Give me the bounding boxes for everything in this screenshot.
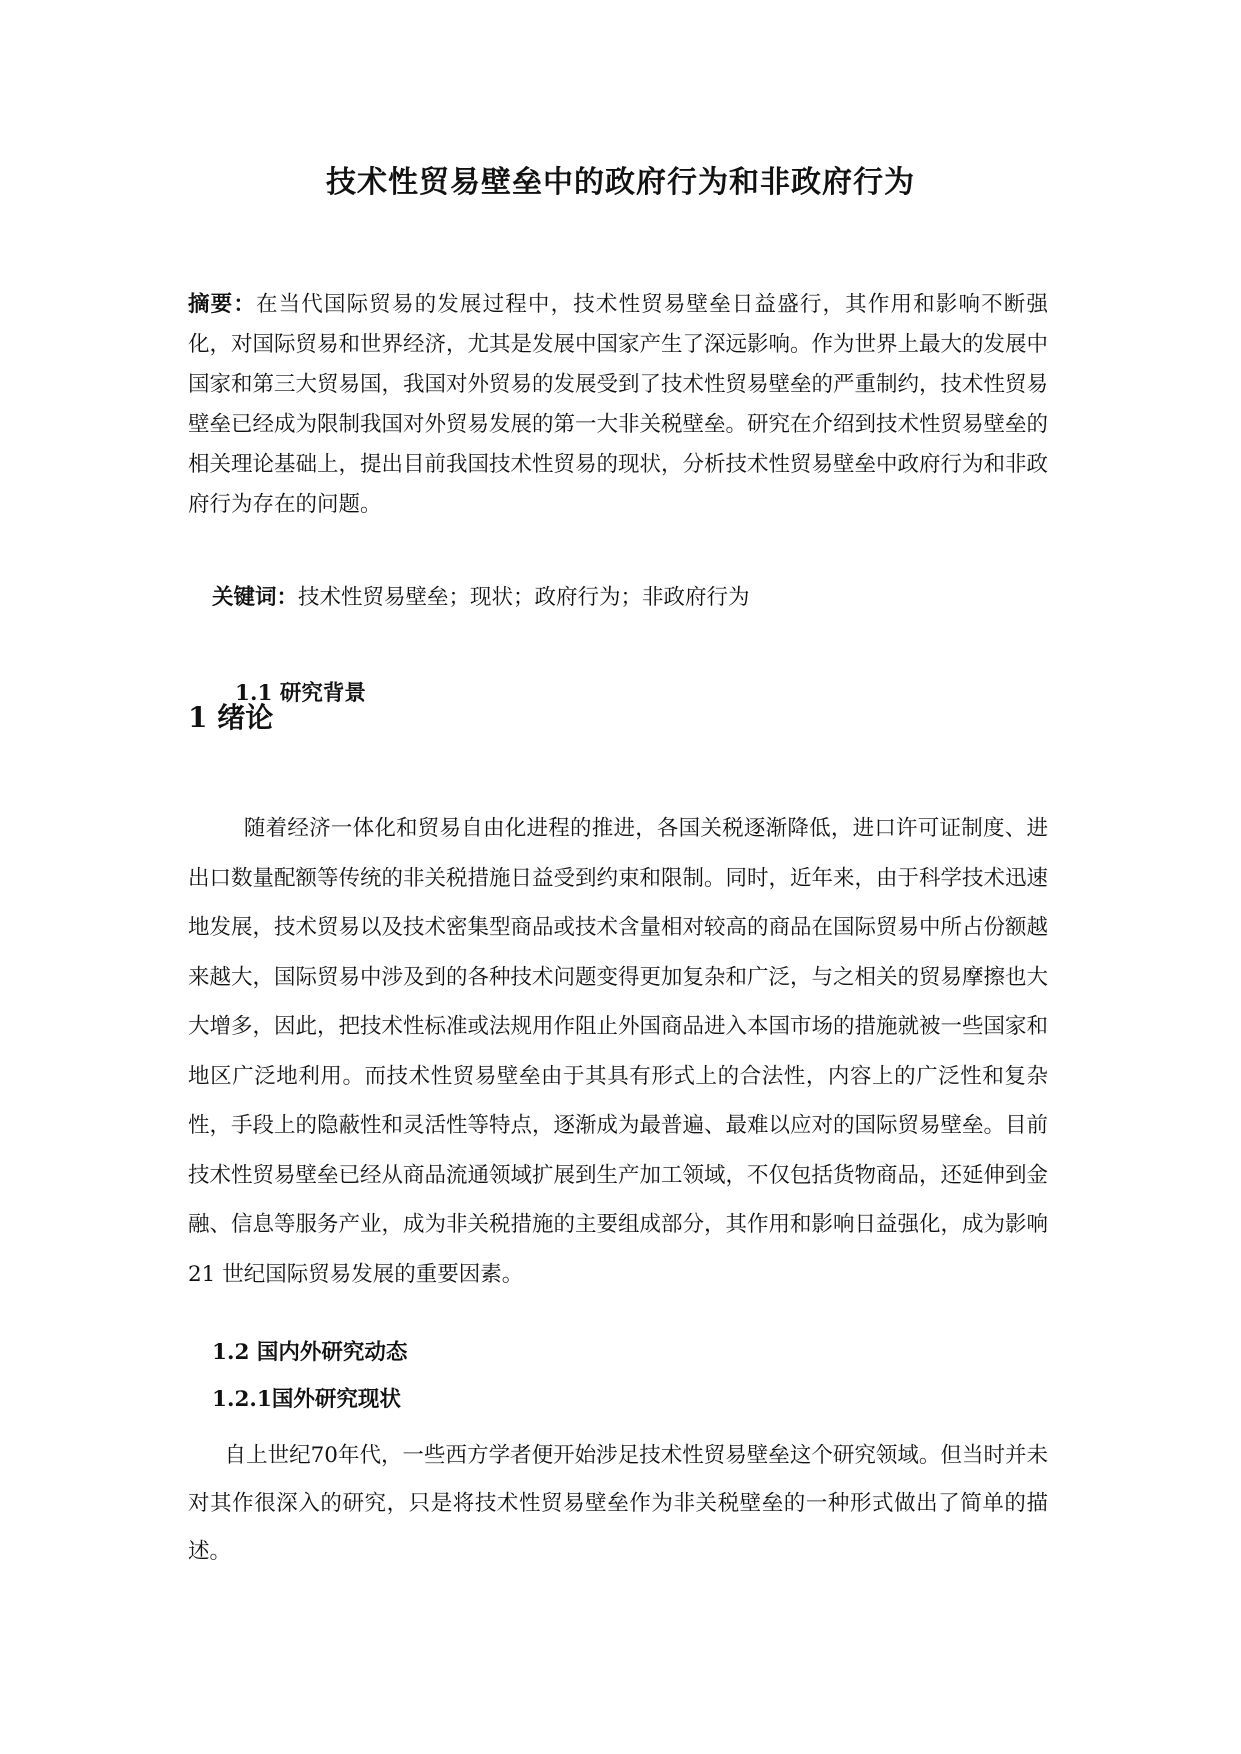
paragraph-foreign-research: 自上世纪70年代，一些西方学者便开始涉足技术性贸易壁垒这个研究领域。但当时并未对其作很深入的研究，只是将技术性贸易壁垒作为非关税壁垒的一种形式做出了简单的描述。 bbox=[188, 1443, 1048, 1564]
abstract-text: 在当代国际贸易的发展过程中，技术性贸易壁垒日益盛行，其作用和影响不断强化，对国际贸易和世界经济，尤其是发展中国家产生了深远影响。作为世界上最大的发展中国家和第三大贸易国，我国对外贸易的发展受到了技术性贸易壁垒的严重制约，技术性贸易壁垒已经成为限制我国对外贸易发展的第一大非关税壁垒。研究在介绍到技术性贸易壁垒的相关理论基础上，提出目前我国技术性贸易的现状，分析技术性贸易壁垒中政府行为和非政府行为存在的问题。 bbox=[188, 292, 1049, 517]
keywords-block bbox=[212, 580, 1042, 616]
subsection-heading-1-2: 1.2 国内外研究动态 bbox=[212, 1340, 408, 1365]
abstract-block bbox=[188, 285, 1048, 525]
keywords-text: 技术性贸易壁垒；现状；政府行为；非政府行为 bbox=[298, 585, 750, 610]
section-heading-1: 1 绪论 bbox=[188, 701, 274, 734]
abstract-label: 摘要： bbox=[188, 292, 256, 317]
keywords-label: 关键词： bbox=[212, 585, 299, 610]
paragraph-research-background: 随着经济一体化和贸易自由化进程的推进，各国关税逐渐降低，进口许可证制度、进出口数量配额等传统的非关税措施日益受到约束和限制。同时，近年来，由于科学技术迅速地发展，技术贸易以及技术密集型商品或技术含量相对较高的商品在国际贸易中所占份额越来越大，国际贸易中涉及到的各种技术问题变得更加复杂和广泛，与之相关的贸易摩擦也大大增多，因此，把技术性标准或法规用作阻止外国商品进入本国市场的措施就被一些国家和地区广泛地利用。而技术性贸易壁垒由于其具有形式上的合法性，内容上的广泛性和复杂性，手段上的隐蔽性和灵活性等特点，逐渐成为最普遍、最难以应对的国际贸易壁垒。目前技术性贸易壁垒已经从商品流通领域扩展到生产加工领域，不仅包括货物商品，还延伸到金融、信息等服务产业，成为非关税措施的主要组成部分，其作用和影响日益强化，成为影响 21 世纪国际贸易发展的重要因素。 bbox=[188, 816, 1049, 1287]
subsection-heading-1-2-1: 1.2.1国外研究现状 bbox=[212, 1387, 401, 1412]
paper-title: 技术性贸易壁垒中的政府行为和非政府行为 bbox=[326, 165, 915, 200]
subsection-heading-1-1: 1.1 研究背景 bbox=[235, 681, 366, 706]
